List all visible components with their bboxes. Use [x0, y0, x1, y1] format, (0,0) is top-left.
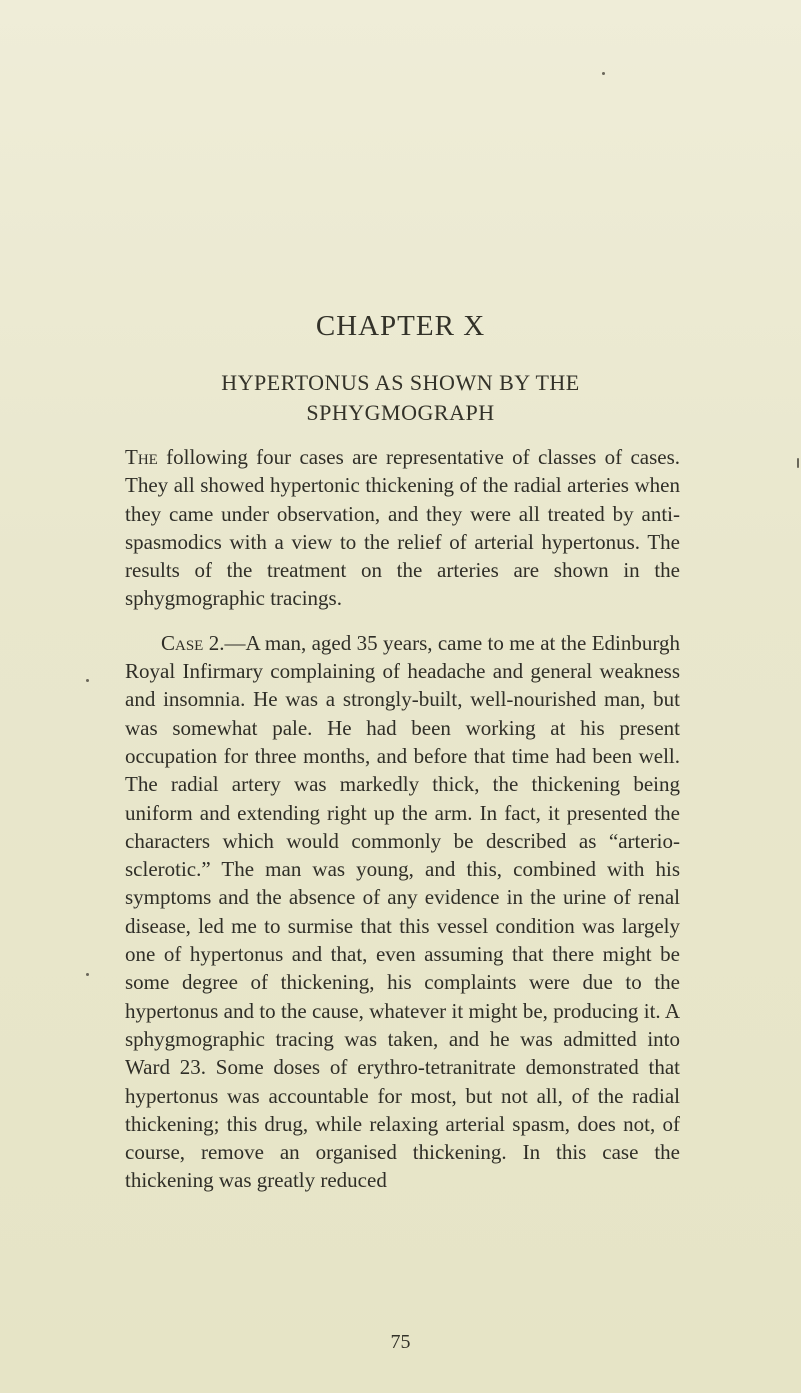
paragraph-case-2-lead: Case	[161, 630, 204, 655]
chapter-title	[0, 368, 801, 428]
body-text	[125, 443, 680, 1195]
page-speck	[602, 72, 605, 75]
paragraph-case-2-text: 2.—A man, aged 35 years, came to me at the Edinburgh Royal Infirmary complaining of headache and general weakness and insomnia. He was a strongly-built, well-nourished man, but was somewhat pale. He had been working at his present occupation for three months, and before that time had been well. The radial artery was markedly thick, the thickening being uniform and extending right up the arm. In fact, it presented the characters which would commonly be described as “arterio-sclerotic.” The man was young, and this, combined with his symptoms and the absence of any evidence in the urine of renal disease, led me to surmise that this vessel condition was largely one of hypertonus and that, even assuming that there might be some degree of thickening, his complaints were due to the hypertonus and to the cause, whatever it might be, producing it. A sphygmographic tracing was taken, and he was admitted into Ward 23. Some doses of erythro-tetranitrate demonstrated that hypertonus was accountable for most, but not all, of the radial thickening; this drug, while relaxing arterial spasm, does not, of course, remove an organised thickening. In this case the thickening was greatly reduced	[125, 630, 680, 1193]
chapter-title-line-2: SPHYGMOGRAPH	[306, 400, 495, 425]
paragraph-intro-lead: The	[125, 445, 158, 469]
chapter-title-line-1: HYPERTONUS AS SHOWN BY THE	[221, 370, 580, 395]
page-number: 75	[390, 1331, 411, 1353]
paragraph-intro	[125, 443, 680, 613]
chapter-heading: CHAPTER X	[315, 310, 486, 342]
page-speck	[797, 458, 799, 468]
paragraph-case-2	[125, 629, 680, 1195]
page-speck	[86, 679, 89, 682]
page-speck	[86, 973, 89, 976]
paragraph-intro-text: following four cases are representative of classes of cases. They all showed hypertonic thickening of the radial arteries when they came under observation, and they were all treated by anti-spasmodics with a view to the relief of arterial hypertonus. The results of the treatment on the arteries are shown in the sphygmographic tracings.	[125, 445, 680, 611]
